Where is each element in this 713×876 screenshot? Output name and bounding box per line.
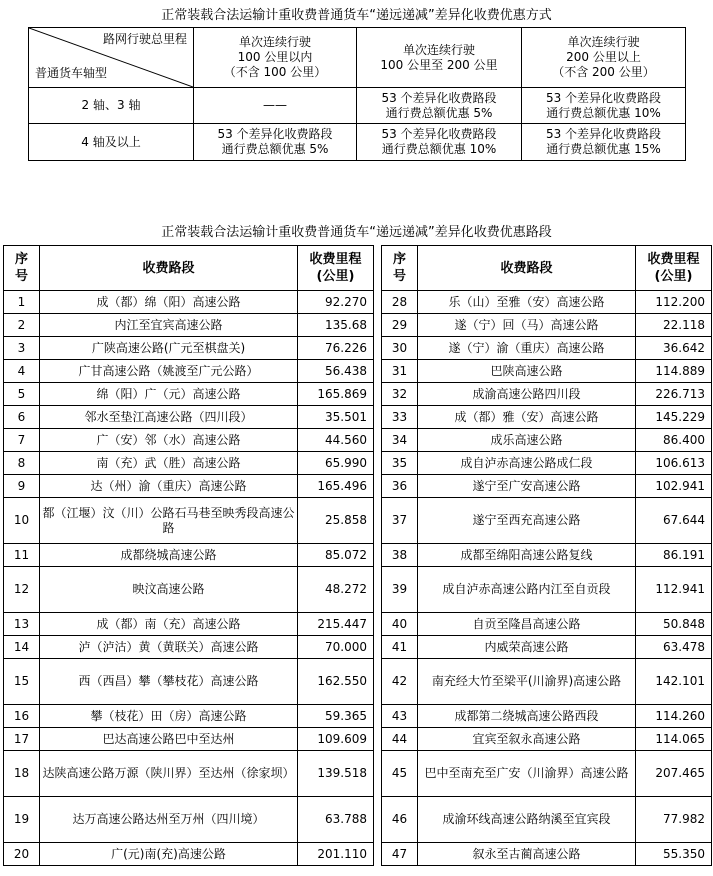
route-name: 广（安）邻（水）高速公路 xyxy=(40,429,298,452)
table-row xyxy=(4,659,712,705)
table-gap xyxy=(374,314,382,337)
col-header-no: 序 号 xyxy=(382,246,418,291)
table-row xyxy=(4,728,712,751)
discount-cell: 53 个差异化收费路段 通行费总额优惠 5% xyxy=(194,124,357,161)
route-mileage: 44.560 xyxy=(298,429,374,452)
route-name: 成渝高速公路四川段 xyxy=(418,383,636,406)
route-name: 自贡至隆昌高速公路 xyxy=(418,613,636,636)
row-number: 41 xyxy=(382,636,418,659)
table-gap xyxy=(374,544,382,567)
col-header-route: 收费路段 xyxy=(418,246,636,291)
row-number: 8 xyxy=(4,452,40,475)
route-name: 成（都）雅（安）高速公路 xyxy=(418,406,636,429)
table-gap xyxy=(374,636,382,659)
route-mileage: 55.350 xyxy=(636,843,712,866)
table-row xyxy=(4,636,712,659)
route-mileage: 226.713 xyxy=(636,383,712,406)
row-number: 28 xyxy=(382,291,418,314)
route-mileage: 86.400 xyxy=(636,429,712,452)
discount-cell: 53 个差异化收费路段 通行费总额优惠 10% xyxy=(522,88,686,124)
route-name: 成自泸赤高速公路内江至自贡段 xyxy=(418,567,636,613)
row-number: 20 xyxy=(4,843,40,866)
discount-cell: 53 个差异化收费路段 通行费总额优惠 15% xyxy=(522,124,686,161)
table-gap xyxy=(374,452,382,475)
row-number: 6 xyxy=(4,406,40,429)
row-number: 12 xyxy=(4,567,40,613)
row-number: 17 xyxy=(4,728,40,751)
table-row xyxy=(4,314,712,337)
route-mileage: 63.788 xyxy=(298,797,374,843)
route-name: 攀（枝花）田（房）高速公路 xyxy=(40,705,298,728)
row-number: 29 xyxy=(382,314,418,337)
route-mileage: 25.858 xyxy=(298,498,374,544)
table-row xyxy=(4,498,712,544)
route-name: 广陕高速公路(广元至棋盘关) xyxy=(40,337,298,360)
route-mileage: 112.200 xyxy=(636,291,712,314)
table1-row xyxy=(29,88,686,124)
col-header-km: 收费里程 (公里) xyxy=(298,246,374,291)
route-mileage: 165.496 xyxy=(298,475,374,498)
route-name: 泸（泸沽）黄（黄联关）高速公路 xyxy=(40,636,298,659)
route-name: 广甘高速公路（姚渡至广元公路） xyxy=(40,360,298,383)
row-number: 46 xyxy=(382,797,418,843)
row-number: 4 xyxy=(4,360,40,383)
route-name: 巴中至南充至广安（川渝界）高速公路 xyxy=(418,751,636,797)
col-header-no: 序 号 xyxy=(4,246,40,291)
row-number: 34 xyxy=(382,429,418,452)
route-name: 巴陕高速公路 xyxy=(418,360,636,383)
row-number: 11 xyxy=(4,544,40,567)
route-mileage: 50.848 xyxy=(636,613,712,636)
route-name: 广(元)南(充)高速公路 xyxy=(40,843,298,866)
row-number: 32 xyxy=(382,383,418,406)
route-mileage: 109.609 xyxy=(298,728,374,751)
row-number: 1 xyxy=(4,291,40,314)
row-number: 35 xyxy=(382,452,418,475)
col-header-km: 收费里程 (公里) xyxy=(636,246,712,291)
row-number: 33 xyxy=(382,406,418,429)
table-row xyxy=(4,291,712,314)
table2-header-row xyxy=(4,246,712,291)
table1-title: 正常装载合法运输计重收费普通货车“递远递减”差异化收费优惠方式 xyxy=(161,8,552,23)
table-gap xyxy=(374,728,382,751)
route-mileage: 76.226 xyxy=(298,337,374,360)
row-number: 19 xyxy=(4,797,40,843)
row-number: 15 xyxy=(4,659,40,705)
col-header-100-200: 单次连续行驶 100 公里至 200 公里 xyxy=(357,28,522,88)
row-number: 2 xyxy=(4,314,40,337)
discount-cell: —— xyxy=(194,88,357,124)
row-number: 39 xyxy=(382,567,418,613)
route-mileage: 165.869 xyxy=(298,383,374,406)
route-mileage: 207.465 xyxy=(636,751,712,797)
route-name: 达万高速公路达州至万州（四川境） xyxy=(40,797,298,843)
route-name: 遂（宁）渝（重庆）高速公路 xyxy=(418,337,636,360)
table-row xyxy=(4,797,712,843)
table-row xyxy=(4,337,712,360)
route-name: 遂宁至西充高速公路 xyxy=(418,498,636,544)
route-name: 南（充）武（胜）高速公路 xyxy=(40,452,298,475)
row-number: 44 xyxy=(382,728,418,751)
route-mileage: 86.191 xyxy=(636,544,712,567)
route-name: 遂宁至广安高速公路 xyxy=(418,475,636,498)
table-row xyxy=(4,544,712,567)
diagonal-header-cell xyxy=(29,28,194,88)
route-name: 南充经大竹至梁平(川渝界)高速公路 xyxy=(418,659,636,705)
route-name: 成都至绵阳高速公路复线 xyxy=(418,544,636,567)
table-gap xyxy=(374,843,382,866)
route-name: 遂（宁）回（马）高速公路 xyxy=(418,314,636,337)
route-mileage: 77.982 xyxy=(636,797,712,843)
discount-routes-table xyxy=(3,245,712,866)
row-number: 43 xyxy=(382,705,418,728)
table-row xyxy=(4,406,712,429)
route-mileage: 114.889 xyxy=(636,360,712,383)
row-number: 5 xyxy=(4,383,40,406)
route-name: 映汶高速公路 xyxy=(40,567,298,613)
header-axle-label: 普通货车轴型 xyxy=(35,66,108,80)
route-name: 都（江堰）汶（川）公路石马巷至映秀段高速公路 xyxy=(40,498,298,544)
table-gap xyxy=(374,291,382,314)
row-number: 31 xyxy=(382,360,418,383)
route-mileage: 215.447 xyxy=(298,613,374,636)
row-number: 38 xyxy=(382,544,418,567)
route-mileage: 139.518 xyxy=(298,751,374,797)
table-row xyxy=(4,843,712,866)
route-mileage: 63.478 xyxy=(636,636,712,659)
col-header-route: 收费路段 xyxy=(40,246,298,291)
table-row xyxy=(4,751,712,797)
table-gap xyxy=(374,659,382,705)
row-number: 3 xyxy=(4,337,40,360)
route-name: 成渝环线高速公路纳溪至宜宾段 xyxy=(418,797,636,843)
route-name: 乐（山）至雅（安）高速公路 xyxy=(418,291,636,314)
table-row xyxy=(4,613,712,636)
col-header-over-200: 单次连续行驶 200 公里以上 （不含 200 公里） xyxy=(522,28,686,88)
discount-cell: 53 个差异化收费路段 通行费总额优惠 10% xyxy=(357,124,522,161)
route-name: 内威荣高速公路 xyxy=(418,636,636,659)
discount-method-table xyxy=(28,27,686,161)
table-gap xyxy=(374,406,382,429)
route-mileage: 114.065 xyxy=(636,728,712,751)
route-name: 内江至宜宾高速公路 xyxy=(40,314,298,337)
route-name: 宜宾至叙永高速公路 xyxy=(418,728,636,751)
route-name: 巴达高速公路巴中至达州 xyxy=(40,728,298,751)
table-row xyxy=(4,360,712,383)
table2-title: 正常装载合法运输计重收费普通货车“递远递减”差异化收费优惠路段 xyxy=(161,225,552,240)
route-mileage: 65.990 xyxy=(298,452,374,475)
row-number: 18 xyxy=(4,751,40,797)
table-row xyxy=(4,475,712,498)
table-gap xyxy=(374,429,382,452)
table-gap xyxy=(374,246,382,291)
table-gap xyxy=(374,705,382,728)
route-name: 叙永至古蔺高速公路 xyxy=(418,843,636,866)
table-row xyxy=(4,429,712,452)
route-name: 达（州）渝（重庆）高速公路 xyxy=(40,475,298,498)
table-gap xyxy=(374,360,382,383)
route-name: 成（都）绵（阳）高速公路 xyxy=(40,291,298,314)
route-mileage: 67.644 xyxy=(636,498,712,544)
row-number: 42 xyxy=(382,659,418,705)
route-name: 成（都）南（充）高速公路 xyxy=(40,613,298,636)
table-gap xyxy=(374,475,382,498)
route-name: 成乐高速公路 xyxy=(418,429,636,452)
route-mileage: 106.613 xyxy=(636,452,712,475)
table-gap xyxy=(374,498,382,544)
table-row xyxy=(4,705,712,728)
row-number: 9 xyxy=(4,475,40,498)
table-gap xyxy=(374,383,382,406)
row-number: 16 xyxy=(4,705,40,728)
route-mileage: 22.118 xyxy=(636,314,712,337)
col-header-under-100: 单次连续行驶 100 公里以内 （不含 100 公里） xyxy=(194,28,357,88)
route-mileage: 145.229 xyxy=(636,406,712,429)
route-mileage: 56.438 xyxy=(298,360,374,383)
route-mileage: 112.941 xyxy=(636,567,712,613)
route-name: 成自泸赤高速公路成仁段 xyxy=(418,452,636,475)
table-gap xyxy=(374,567,382,613)
table-row xyxy=(4,567,712,613)
table-gap xyxy=(374,797,382,843)
table-gap xyxy=(374,751,382,797)
route-mileage: 92.270 xyxy=(298,291,374,314)
discount-cell: 53 个差异化收费路段 通行费总额优惠 5% xyxy=(357,88,522,124)
route-name: 绵（阳）广（元）高速公路 xyxy=(40,383,298,406)
row-number: 30 xyxy=(382,337,418,360)
axle-type-cell: 2 轴、3 轴 xyxy=(29,88,194,124)
row-number: 13 xyxy=(4,613,40,636)
table1-header-row xyxy=(29,28,686,88)
table-row xyxy=(4,383,712,406)
row-number: 47 xyxy=(382,843,418,866)
route-mileage: 36.642 xyxy=(636,337,712,360)
row-number: 36 xyxy=(382,475,418,498)
table-row xyxy=(4,452,712,475)
route-name: 成都绕城高速公路 xyxy=(40,544,298,567)
axle-type-cell: 4 轴及以上 xyxy=(29,124,194,161)
route-name: 邻水至垫江高速公路（四川段） xyxy=(40,406,298,429)
route-mileage: 114.260 xyxy=(636,705,712,728)
route-mileage: 70.000 xyxy=(298,636,374,659)
route-mileage: 142.101 xyxy=(636,659,712,705)
route-name: 达陕高速公路万源（陕川界）至达州（徐家坝） xyxy=(40,751,298,797)
table-gap xyxy=(374,613,382,636)
row-number: 37 xyxy=(382,498,418,544)
route-mileage: 201.110 xyxy=(298,843,374,866)
table1-row xyxy=(29,124,686,161)
row-number: 45 xyxy=(382,751,418,797)
row-number: 14 xyxy=(4,636,40,659)
route-mileage: 102.941 xyxy=(636,475,712,498)
row-number: 10 xyxy=(4,498,40,544)
route-mileage: 59.365 xyxy=(298,705,374,728)
route-mileage: 135.68 xyxy=(298,314,374,337)
route-mileage: 35.501 xyxy=(298,406,374,429)
table-gap xyxy=(374,337,382,360)
route-mileage: 162.550 xyxy=(298,659,374,705)
row-number: 7 xyxy=(4,429,40,452)
route-name: 西（西昌）攀（攀枝花）高速公路 xyxy=(40,659,298,705)
header-mileage-label: 路网行驶总里程 xyxy=(102,32,187,46)
row-number: 40 xyxy=(382,613,418,636)
route-mileage: 85.072 xyxy=(298,544,374,567)
route-name: 成都第二绕城高速公路西段 xyxy=(418,705,636,728)
route-mileage: 48.272 xyxy=(298,567,374,613)
